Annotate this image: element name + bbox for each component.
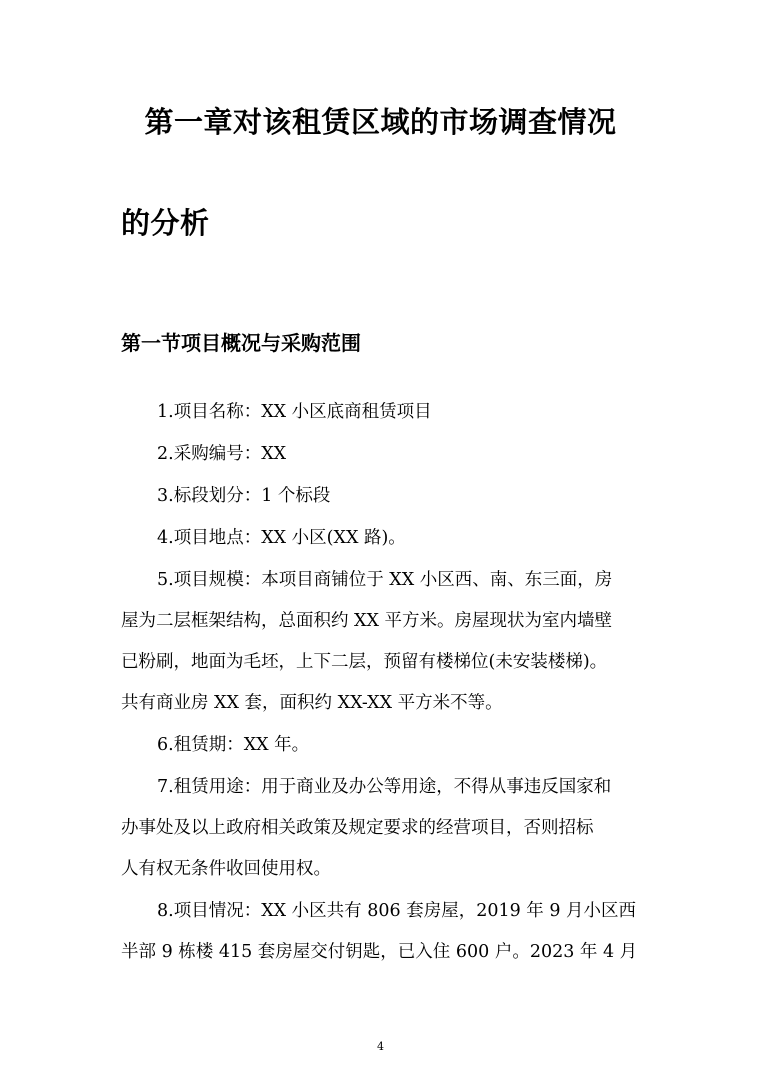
paragraph-line-procurement-number: 2.采购编号：XX bbox=[157, 444, 287, 464]
paragraph-line: 人有权无条件收回使用权。 bbox=[121, 859, 331, 879]
paragraph-line-project-name: 1.项目名称：XX 小区底商租赁项目 bbox=[157, 402, 432, 422]
paragraph-line: 已粉刷，地面为毛坯，上下二层，预留有楼梯位(未安装楼梯)。 bbox=[121, 652, 608, 672]
paragraph-line: 办事处及以上政府相关政策及规定要求的经营项目，否则招标 bbox=[121, 818, 594, 838]
paragraph-line-project-status: 8.项目情况：XX 小区共有 806 套房屋，2019 年 9 月小区西 bbox=[157, 901, 637, 921]
paragraph-line: 半部 9 栋楼 415 套房屋交付钥匙，已入住 600 户。2023 年 4 月 bbox=[121, 942, 638, 962]
paragraph-line-project-scale: 5.项目规模：本项目商铺位于 XX 小区西、南、东三面，房 bbox=[157, 570, 613, 590]
paragraph-line-lease-term: 6.租赁期：XX 年。 bbox=[157, 735, 310, 755]
page-number: 4 bbox=[377, 1040, 384, 1053]
paragraph-line: 共有商业房 XX 套，面积约 XX-XX 平方米不等。 bbox=[121, 693, 503, 713]
chapter-title-line-2: 的分析 bbox=[121, 206, 210, 240]
chapter-title-line-1: 第一章对该租赁区域的市场调查情况 bbox=[144, 105, 617, 139]
section-title: 第一节项目概况与采购范围 bbox=[121, 331, 361, 355]
paragraph-line-lease-purpose: 7.租赁用途：用于商业及办公等用途，不得从事违反国家和 bbox=[157, 777, 612, 797]
paragraph-line-lot-division: 3.标段划分：1 个标段 bbox=[157, 486, 331, 506]
paragraph-line: 屋为二层框架结构，总面积约 XX 平方米。房屋现状为室内墙壁 bbox=[121, 611, 613, 631]
paragraph-line-project-location: 4.项目地点：XX 小区(XX 路)。 bbox=[157, 528, 406, 548]
